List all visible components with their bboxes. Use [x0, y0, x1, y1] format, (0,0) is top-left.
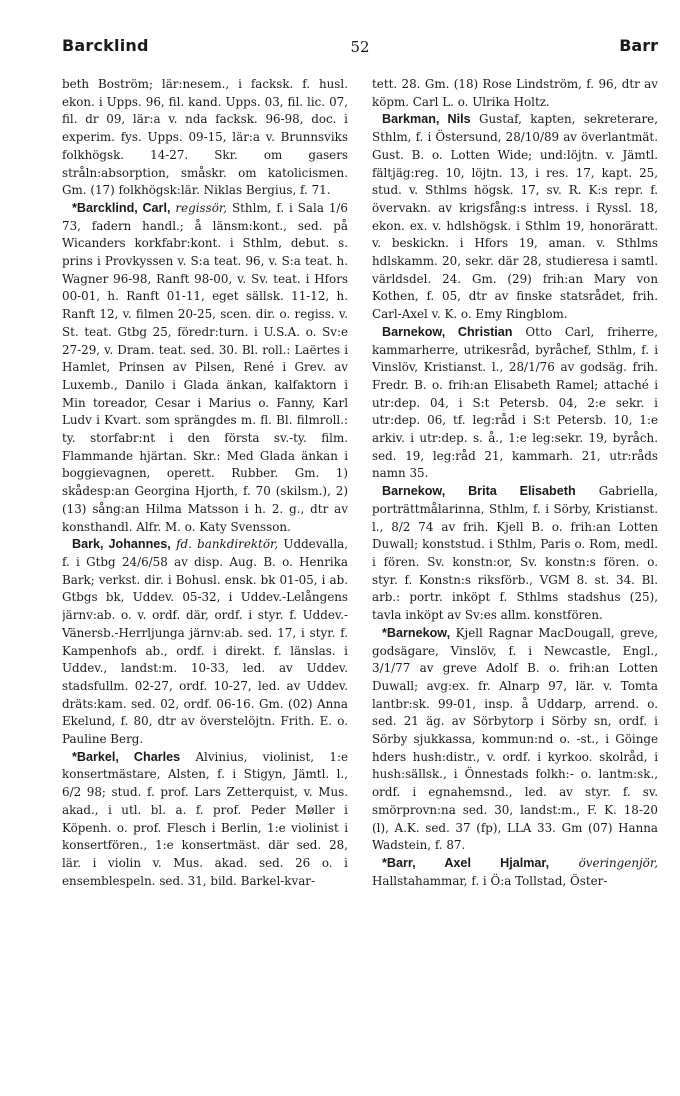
entry-continuation — [62, 76, 348, 200]
header-last-keyword: Barr — [619, 36, 658, 55]
entry-text: Sthlm, f. i Sala 1/6 73, fadern handl.; å länsm:kont., sed. på Wicanders korkfabr:kont. i Sthlm, debut. s. prins i Provkyssen v. S:a teat. 96, v. S:a teat. h. Wagner 96-98, Ranft 98-00, v. Sv. teat. i Hfors 00-01, h. Ranft 01-11, eget sällsk. 11-12, h. Ranft 12, v. filmen 20-25, scen. dir. o. regiss. v. St. teat. Gtbg 25, föredr:turn. i U.S.A. o. Sv:e 27-29, v. Dram. teat. sed. 30. Bl. roll.: Laërtes i Hamlet, Prinsen av Pilsen, René i Grev. av Luxemb., Danilo i Glada änkan, kalfaktorn i Min toreador, Cesar i Marius o. Fanny, Karl Ludv i Kvart. som sprängdes m. fl. Bl. filmroll.: ty. storfabr:nt i den första sv.-ty. film. Flammande hjärtan. Skr.: Med Glada änkan i boggievagnen, operett. Rubber. Gm. 1) skådesp:an Georgina Hjorth, f. 70 (skilsm.), 2) (13) sång:an Hilma Matsson i h. 2. g., dtr av konsthandl. Alfr. M. o. Katy Svensson. — [62, 200, 348, 534]
right-column — [372, 76, 658, 1086]
entry-text: Kjell Ragnar MacDougall, greve, godsägare, Vinslöv, f. i Newcastle, Engl., 3/1/77 av greve Adolf B. o. frih:an Lotten Duwall; avg:ex. fr. Alnarp 97, lär. v. Tomta lantbr:sk. 99-01, insp. å Uddarp, arrend. o. sed. 21 äg. av Sörbytorp i Sörby sn, ordf. i Sörby sjukkassa, kommun:nd o. -st., i Göinge hders hush:distr., v. ordf. i kyrkoo. skolråd, i hush:sällsk., i Önnestads folkh:- o. lantm:sk., ordf. i egnahemsnd., led. av styr. f. sv. smörprovn:na sed. 30, landst:m., F. K. 18-20 (l), A.K. sed. 37 (fp), LLA 33. Gm (07) Hanna Wadstein, f. 87. — [372, 625, 658, 853]
entry-occupation: fd. bankdirektör, — [176, 537, 279, 552]
entry-text: Uddevalla, f. i Gtbg 24/6/58 av disp. Aug. B. o. Henrika Bark; verkst. dir. i Bohusl. ensk. bk 01-05, i ab. Gtbgs bk, Uddev. 05-32, i Uddev.-Lelångens järnv:ab. o. v. ordf. där, ordf. i styr. f. Uddev.-Vänersb.-Herrljunga järnv:ab. sed. 17, i styr. f. Kampenhofs ab., ordf. i direkt. f. länslas. i Uddev., landst:m. 10-33, led. av Uddev. stadsfullm. 02-27, ordf. 10-27, led. av Uddev. dräts:kam. sed. 02, ordf. 06-16. Gm. (02) Anna Ekelund, f. 80, dtr av överstelöjtn. Frith. E. o. Pauline Berg. — [62, 537, 348, 747]
biography-entry — [372, 483, 658, 625]
header-first-keyword: Barcklind — [62, 36, 149, 55]
entry-occupation: överingenjör, — [578, 855, 658, 870]
running-header — [62, 36, 658, 62]
page-number: 52 — [350, 38, 370, 56]
biography-entry — [62, 536, 348, 748]
entry-headword: *Barr, Axel Hjalmar, — [382, 855, 550, 870]
biography-entry — [372, 111, 658, 323]
entry-headword: *Barcklind, Carl, — [72, 200, 171, 215]
entry-text: beth Boström; lär:nesem., i facksk. f. husl. ekon. i Upps. 96, fil. kand. Upps. 03, fil. lic. 07, fil. dr 09, lär:a v. nda facksk. 96-98, doc. i experim. fys. Upps. 09-15, lär:a v. Brunnsviks folkhögsk. 14-27. Skr. om gasers stråln:absorption, småskr. om katolicismen. Gm. (17) folkhögsk:lär. Niklas Bergius, f. 71. — [62, 77, 348, 198]
entry-headword: Bark, Johannes, — [72, 537, 171, 552]
entry-headword: *Barnekow, — [382, 625, 451, 640]
entry-text: Hallstahammar, f. i Ö:a Tollstad, Öster- — [372, 873, 608, 888]
entry-occupation: regissör, — [175, 200, 228, 215]
biography-entry — [62, 749, 348, 891]
entry-headword: *Barkel, Charles — [72, 749, 181, 764]
entry-text: Alvinius, violinist, 1:e konsertmästare, Alsten, f. i Stigyn, Jämtl. l., 6/2 98; stud. f. prof. Lars Zetterquist, v. Mus. akad., i utl. bl. a. f. prof. Peder Møller i Köpenh. o. prof. Flesch i Berlin, 1:e violinist i konsertfören., 1:e konsertmäst. där sed. 28, lär. i violin v. Mus. akad. sed. 26 o. i ensemblespeln. sed. 31, bild. Barkel-kvar- — [62, 749, 348, 888]
entry-text: Otto Carl, friherre, kammarherre, utrikesråd, byråchef, Sthlm, f. i Vinslöv, Kristianst. l., 28/1/76 av godsäg. frih. Fredr. B. o. frih:an Elisabeth Ramel; attaché i utr:dep. 04, i S:t Petersb. 04, 2:e sekr. i utr:dep. 06, tf. leg:råd i S:t Petersb. 10, 1:e arkiv. i utr:dep. s. å., 1:e leg:sekr. 19, byråch. sed. 19, leg:råd 21, kammarh. 21, utr:råds namn 35. — [372, 324, 658, 481]
entry-text: Gabriella, porträttmålarinna, Sthlm, f. i Sörby, Kristianst. l., 8/2 74 av frih. Kjell B. o. frih:an Lotten Duwall; konststud. i Sthlm, Paris o. Rom, medl. i fören. Sv. konstn:or, Sv. konstn:s fören. o. styr. f. Konstn:s riksförb., VGM 8. st. 34. Bl. arb.: portr. inköpt f. Sthlms stadshus (25), tavla inköpt av Sv:es allm. konstfören. — [372, 484, 658, 623]
biography-entry — [372, 324, 658, 483]
entry-continuation — [372, 76, 658, 111]
entry-headword: Barnekow, Christian — [382, 324, 513, 339]
biography-entry — [372, 855, 658, 890]
entry-text: tett. 28. Gm. (18) Rose Lindström, f. 96, dtr av köpm. Carl L. o. Ulrika Holtz. — [372, 77, 658, 109]
biography-entry — [372, 625, 658, 855]
biography-entry — [62, 200, 348, 536]
entry-headword: Barkman, Nils — [382, 112, 471, 127]
entry-headword: Barnekow, Brita Elisabeth — [382, 484, 576, 499]
entry-text: Gustaf, kapten, sekreterare, Sthlm, f. i Östersund, 28/10/89 av överlantmät. Gust. B. o. Lotten Wide; und:löjtn. v. Jämtl. fältjäg:reg. 10, löjtn. 13, i res. 17, kapt. 25, stud. v. Sthlms högsk. 17, sv. R. K:s repr. f. övervakn. av krigsfång:s intress. i Ryssl. 18, ekon. ex. v. hdlshögsk. i Sthlm 19, honoräratt. v. beskickn. i Hfors 19, aman. v. Sthlms hdlskamm. 20, sekr. där 28, studieresa i samtl. världsdel. 24. Gm. (29) frih:an Mary von Kothen, f. 05, dtr av finske statsrådet, frih. Carl-Axel v. K. o. Emy Ringblom. — [372, 112, 658, 322]
left-column — [62, 76, 348, 1086]
